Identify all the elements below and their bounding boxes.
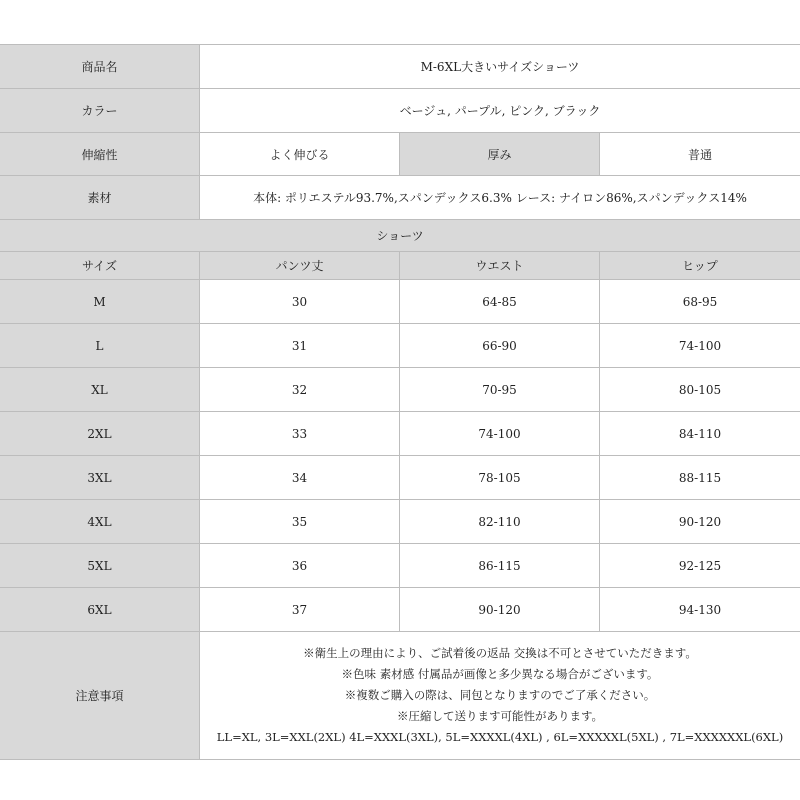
waist-cell: 74-100: [400, 412, 600, 455]
material-value: 本体: ポリエステル93.7%,スパンデックス6.3% レース: ナイロン86%,スパンデックス14%: [200, 176, 800, 219]
pants-length-cell: 35: [200, 500, 400, 543]
notes-line: ※色味 素材感 付属品が画像と多少異なる場合がございます。: [341, 667, 659, 681]
waist-cell: 86-115: [400, 544, 600, 587]
size-cell: L: [0, 324, 200, 367]
hip-cell: 94-130: [600, 588, 800, 631]
size-cell: M: [0, 280, 200, 323]
pants-length-cell: 33: [200, 412, 400, 455]
table-row: [0, 324, 800, 368]
header-pants-length: パンツ丈: [200, 252, 400, 279]
color-label: カラー: [0, 89, 200, 132]
hip-cell: 68-95: [600, 280, 800, 323]
pants-length-cell: 36: [200, 544, 400, 587]
stretch-option-thickness: 厚み: [400, 133, 600, 175]
product-spec-table: [0, 44, 800, 760]
hip-cell: 84-110: [600, 412, 800, 455]
product-name-value: M-6XL大きいサイズショーツ: [200, 45, 800, 88]
size-cell: 6XL: [0, 588, 200, 631]
stretch-row: [0, 133, 800, 176]
hip-cell: 88-115: [600, 456, 800, 499]
waist-cell: 78-105: [400, 456, 600, 499]
size-table-header: [0, 252, 800, 280]
pants-length-cell: 37: [200, 588, 400, 631]
size-conversion-line: LL=XL, 3L=XXL(2XL) 4L=XXXL(3XL), 5L=XXXXL(4XL) , 6L=XXXXXL(5XL) , 7L=XXXXXXL(6XL): [216, 730, 784, 744]
material-label: 素材: [0, 176, 200, 219]
pants-length-cell: 34: [200, 456, 400, 499]
waist-cell: 70-95: [400, 368, 600, 411]
header-waist: ウエスト: [400, 252, 600, 279]
table-row: [0, 280, 800, 324]
table-row: [0, 368, 800, 412]
waist-cell: 64-85: [400, 280, 600, 323]
table-row: [0, 588, 800, 632]
size-cell: 4XL: [0, 500, 200, 543]
size-cell: 3XL: [0, 456, 200, 499]
waist-cell: 90-120: [400, 588, 600, 631]
size-cell: XL: [0, 368, 200, 411]
notes-label: 注意事項: [0, 632, 200, 759]
waist-cell: 82-110: [400, 500, 600, 543]
table-row: [0, 500, 800, 544]
notes-line: ※圧縮して送ります可能性があります。: [396, 709, 604, 723]
header-hip: ヒップ: [600, 252, 800, 279]
stretch-option-high: よく伸びる: [200, 133, 400, 175]
notes-line: ※複数ご購入の際は、同包となりますのでご了承ください。: [344, 688, 656, 702]
pants-length-cell: 32: [200, 368, 400, 411]
table-row: [0, 544, 800, 588]
hip-cell: 92-125: [600, 544, 800, 587]
notes-line: ※衛生上の理由により、ご試着後の返品 交換は不可とさせていただきます。: [303, 646, 697, 660]
product-name-label: 商品名: [0, 45, 200, 88]
header-size: サイズ: [0, 252, 200, 279]
stretch-option-normal: 普通: [600, 133, 800, 175]
pants-length-cell: 30: [200, 280, 400, 323]
color-value: ベージュ, パープル, ピンク, ブラック: [200, 89, 800, 132]
hip-cell: 74-100: [600, 324, 800, 367]
table-row: [0, 412, 800, 456]
hip-cell: 90-120: [600, 500, 800, 543]
color-row: [0, 89, 800, 133]
pants-length-cell: 31: [200, 324, 400, 367]
notes-content: [200, 632, 800, 759]
product-name-row: [0, 45, 800, 89]
notes-row: [0, 632, 800, 760]
waist-cell: 66-90: [400, 324, 600, 367]
table-row: [0, 456, 800, 500]
size-table-title-row: [0, 220, 800, 252]
size-table-title: ショーツ: [0, 220, 800, 251]
hip-cell: 80-105: [600, 368, 800, 411]
stretch-label: 伸縮性: [0, 133, 200, 175]
material-row: [0, 176, 800, 220]
size-cell: 5XL: [0, 544, 200, 587]
size-cell: 2XL: [0, 412, 200, 455]
